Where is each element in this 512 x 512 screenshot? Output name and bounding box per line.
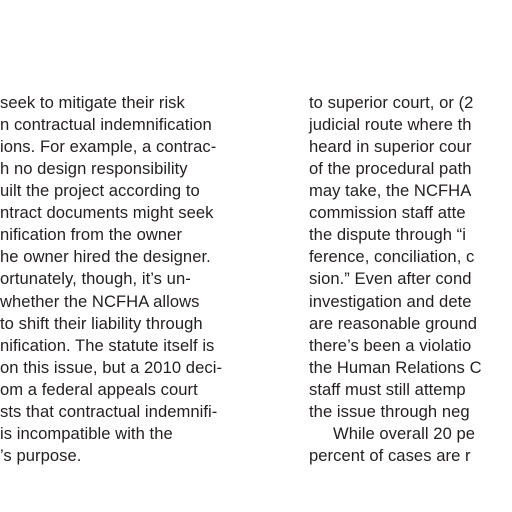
left-line-6: ntract documents might seek <box>0 203 214 222</box>
left-line-11: to shift their liability through <box>0 314 203 333</box>
left-line-17: ’s purpose. <box>0 446 82 465</box>
left-line-3: ions. For example, a contrac- <box>0 137 217 156</box>
left-line-1: seek to mitigate their risk <box>0 93 185 112</box>
right-line-9: sion.” Even after cond <box>309 269 472 288</box>
left-line-2: n contractual indemnification <box>0 115 212 134</box>
left-line-14: om a federal appeals court <box>0 380 198 399</box>
right-line-6: commission staff atte <box>309 203 466 222</box>
left-line-16: is incompatible with the <box>0 424 173 443</box>
right-line-2: judicial route where th <box>309 115 472 134</box>
left-line-13: on this issue, but a 2010 deci- <box>0 358 223 377</box>
right-line-8: ference, conciliation, c <box>309 247 475 266</box>
right-line-11: are reasonable ground <box>309 314 478 333</box>
left-line-12: nification. The statute itself is <box>0 336 215 355</box>
right-line-7: the dispute through “i <box>309 225 466 244</box>
left-line-7: nification from the owner <box>0 225 183 244</box>
right-line-16: While overall 20 pe <box>333 424 476 443</box>
left-line-15: sts that contractual indemnifi- <box>0 402 218 421</box>
right-line-17: percent of cases are r <box>309 446 471 465</box>
left-line-8: he owner hired the designer. <box>0 247 211 266</box>
right-line-10: investigation and dete <box>309 292 472 311</box>
right-line-5: may take, the NCFHA <box>309 181 472 200</box>
right-line-1: to superior court, or (2 <box>309 93 474 112</box>
left-line-9: ortunately, though, it’s un- <box>0 269 191 288</box>
left-line-10: whether the NCFHA allows <box>0 292 200 311</box>
left-line-5: uilt the project according to <box>0 181 200 200</box>
right-line-4: of the procedural path <box>309 159 472 178</box>
right-line-13: the Human Relations C <box>309 358 482 377</box>
left-line-4: h no design responsibility <box>0 159 188 178</box>
right-line-15: the issue through neg <box>309 402 470 421</box>
right-line-3: heard in superior cour <box>309 137 472 156</box>
right-line-12: there’s been a violatio <box>309 336 472 355</box>
right-line-14: staff must still attemp <box>309 380 466 399</box>
